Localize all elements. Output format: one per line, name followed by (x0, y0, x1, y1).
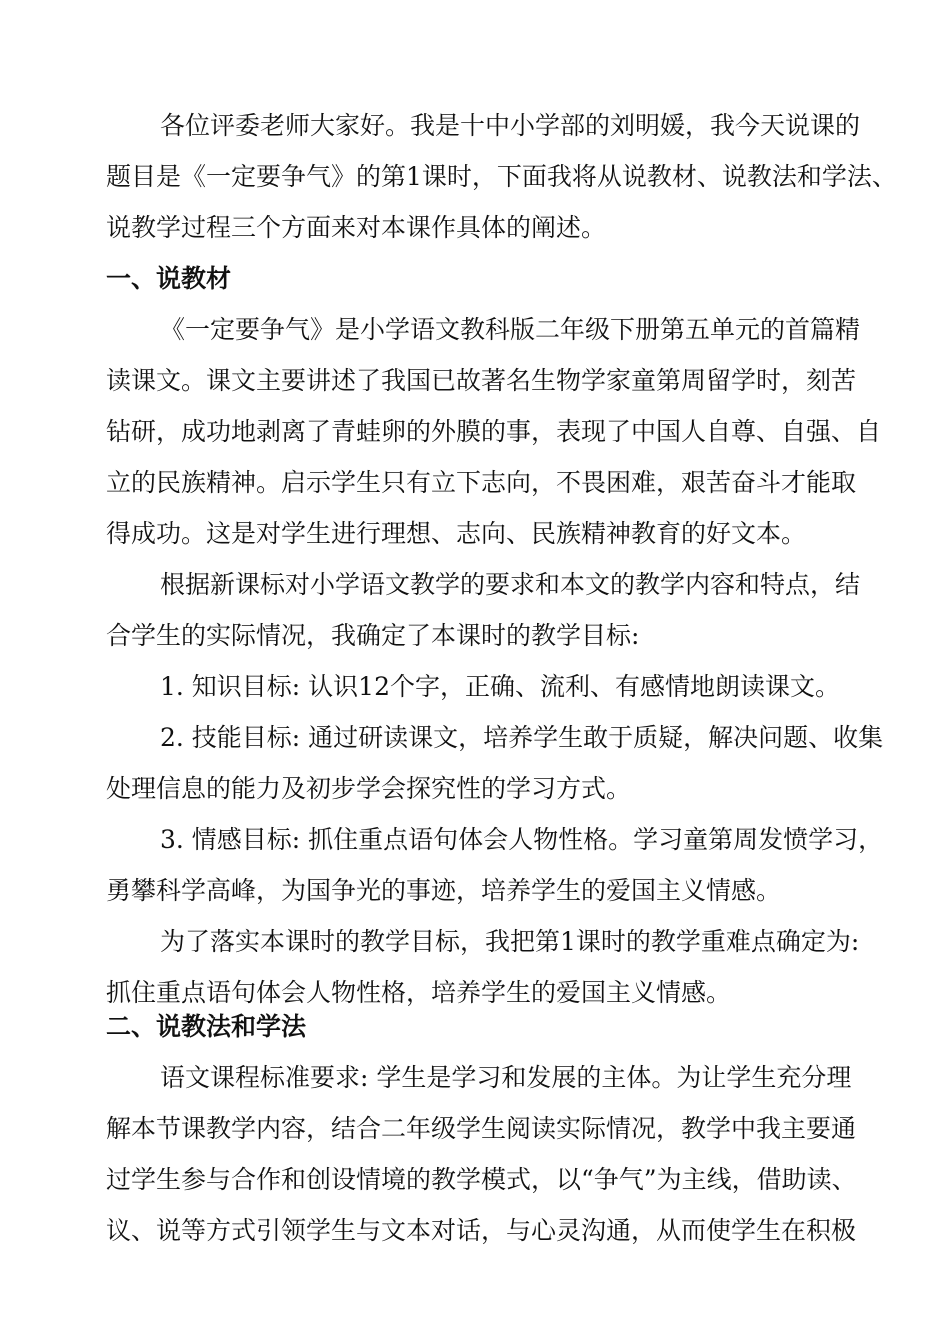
text-line: 各位评委老师大家好。我是十中小学部的刘明媛，我今天说课的 (160, 111, 861, 140)
text-line: 1. 知识目标: 认识12个字，正确、流利、有感情地朗读课文。 (160, 672, 840, 701)
emotion-objective (0, 814, 950, 916)
text-line: 读课文。课文主要讲述了我国已故著名生物学家童第周留学时，刻苦 (106, 366, 857, 395)
text-line: 处理信息的能力及初步学会探究性的学习方式。 (106, 774, 632, 803)
text-line: 说教学过程三个方面来对本课作具体的阐述。 (106, 213, 607, 242)
text-line: 立的民族精神。启示学生只有立下志向，不畏困难，艰苦奋斗才能取 (106, 468, 857, 497)
text-line: 《一定要争气》是小学语文教科版二年级下册第五单元的首篇精 (160, 315, 861, 344)
intro-paragraph (0, 100, 950, 253)
text-line: 2. 技能目标: 通过研读课文，培养学生敢于质疑，解决问题、收集 (160, 723, 884, 752)
skill-objective (0, 712, 950, 814)
section-heading-teaching-material: 一、说教材 (106, 264, 232, 293)
text-line: 勇攀科学高峰，为国争光的事迹，培养学生的爱国主义情感。 (106, 876, 782, 905)
material-paragraph (0, 304, 950, 559)
section-heading-methods: 二、说教法和学法 (106, 1012, 307, 1041)
methods-paragraph (0, 1052, 950, 1256)
text-line: 解本节课教学内容，结合二年级学生阅读实际情况，教学中我主要通 (106, 1114, 857, 1143)
text-line: 题目是《一定要争气》的第1课时，下面我将从说教材、说教法和学法、 (106, 162, 897, 191)
text-line: 为了落实本课时的教学目标，我把第1课时的教学重难点确定为: (160, 927, 860, 956)
text-line: 钻研，成功地剥离了青蛙卵的外膜的事，表现了中国人自尊、自强、自 (106, 417, 882, 446)
text-line: 抓住重点语句体会人物性格，培养学生的爱国主义情感。 (106, 978, 732, 1007)
text-line: 3. 情感目标: 抓住重点语句体会人物性格。学习童第周发愤学习， (160, 825, 884, 854)
text-line: 合学生的实际情况，我确定了本课时的教学目标: (106, 621, 640, 650)
objectives-intro-paragraph (0, 559, 950, 661)
text-line: 根据新课标对小学语文教学的要求和本文的教学内容和特点，结 (160, 570, 861, 599)
text-line: 得成功。这是对学生进行理想、志向、民族精神教育的好文本。 (106, 519, 807, 548)
text-line: 过学生参与合作和创设情境的教学模式，以“争气”为主线，借助读、 (106, 1165, 857, 1194)
knowledge-objective (0, 661, 950, 712)
text-line: 语文课程标准要求: 学生是学习和发展的主体。为让学生充分理 (160, 1063, 852, 1092)
text-line: 议、说等方式引领学生与文本对话，与心灵沟通，从而使学生在积极 (106, 1216, 857, 1245)
